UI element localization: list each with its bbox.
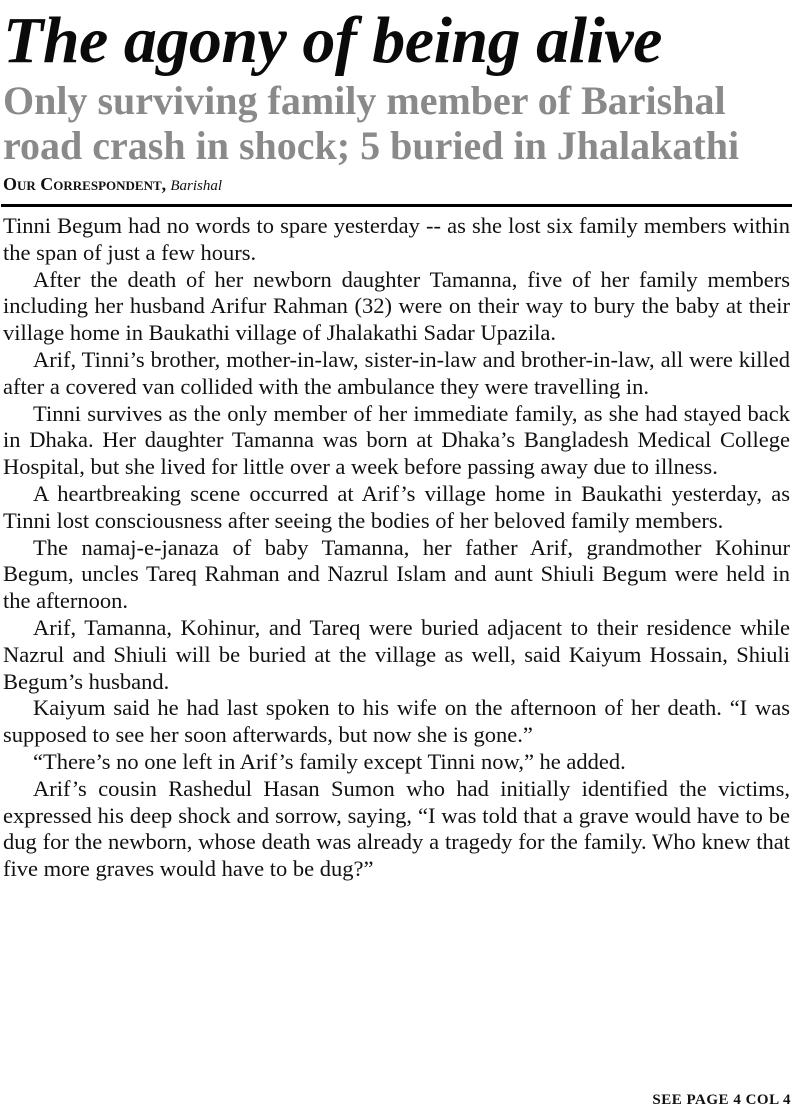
paragraph: A heartbreaking scene occurred at Arif’s village home in Baukathi yesterday, as Tinni lost consciousness after seeing the bodies of her beloved family members. [3, 480, 790, 533]
subheadline: Only surviving family member of Barishal road crash in shock; 5 buried in Jhalakathi [3, 78, 740, 168]
byline-author: Our Correspondent, [3, 174, 167, 194]
paragraph: Kaiyum said he had last spoken to his wife on the afternoon of her death. “I was supposed to see her soon afterwards, but now she is gone.” [3, 695, 790, 748]
byline [3, 174, 792, 196]
paragraph: Arif, Tinni’s brother, mother-in-law, sister-in-law and brother-in-law, all were killed after a covered van collided with the ambulance they were travelling in. [3, 346, 790, 399]
jump-line: SEE PAGE 4 COL 4 [652, 1092, 791, 1108]
paragraph: “There’s no one left in Arif’s family except Tinni now,” he added. [33, 748, 626, 774]
paragraph: Tinni Begum had no words to spare yesterday -- as she lost six family members within the span of just a few hours. [3, 213, 790, 265]
paragraph: After the death of her newborn daughter Tamanna, five of her family members including her husband Arifur Rahman (32) were on their way to bury the baby at their village home in Baukathi village of Jhalakathi Sadar Upazila. [3, 266, 790, 346]
article-page [0, 4, 793, 1115]
paragraph: Tinni survives as the only member of her immediate family, as she had stayed back in Dhaka. Her daughter Tamanna was born at Dhaka’s Bangladesh Medical College Hospital, but she lived for little over a week before passing away due to illness. [3, 400, 790, 480]
article-body [3, 213, 790, 883]
headline: The agony of being alive [3, 4, 662, 77]
divider-rule [1, 204, 792, 207]
byline-place: Barishal [170, 178, 223, 194]
paragraph: Arif’s cousin Rashedul Hasan Sumon who had initially identified the victims, expressed his deep shock and sorrow, saying, “I was told that a grave would have to be dug for the newborn, whose death was already a tragedy for the family. Who knew that five more graves would have to be dug?” [3, 775, 790, 882]
paragraph: Arif, Tamanna, Kohinur, and Tareq were buried adjacent to their residence while Nazrul and Shiuli will be buried at the village as well, said Kaiyum Hossain, Shiuli Begum’s husband. [3, 614, 790, 694]
paragraph: The namaj-e-janaza of baby Tamanna, her father Arif, grandmother Kohinur Begum, uncles Tareq Rahman and Nazrul Islam and aunt Shiuli Begum were held in the afternoon. [3, 534, 790, 614]
